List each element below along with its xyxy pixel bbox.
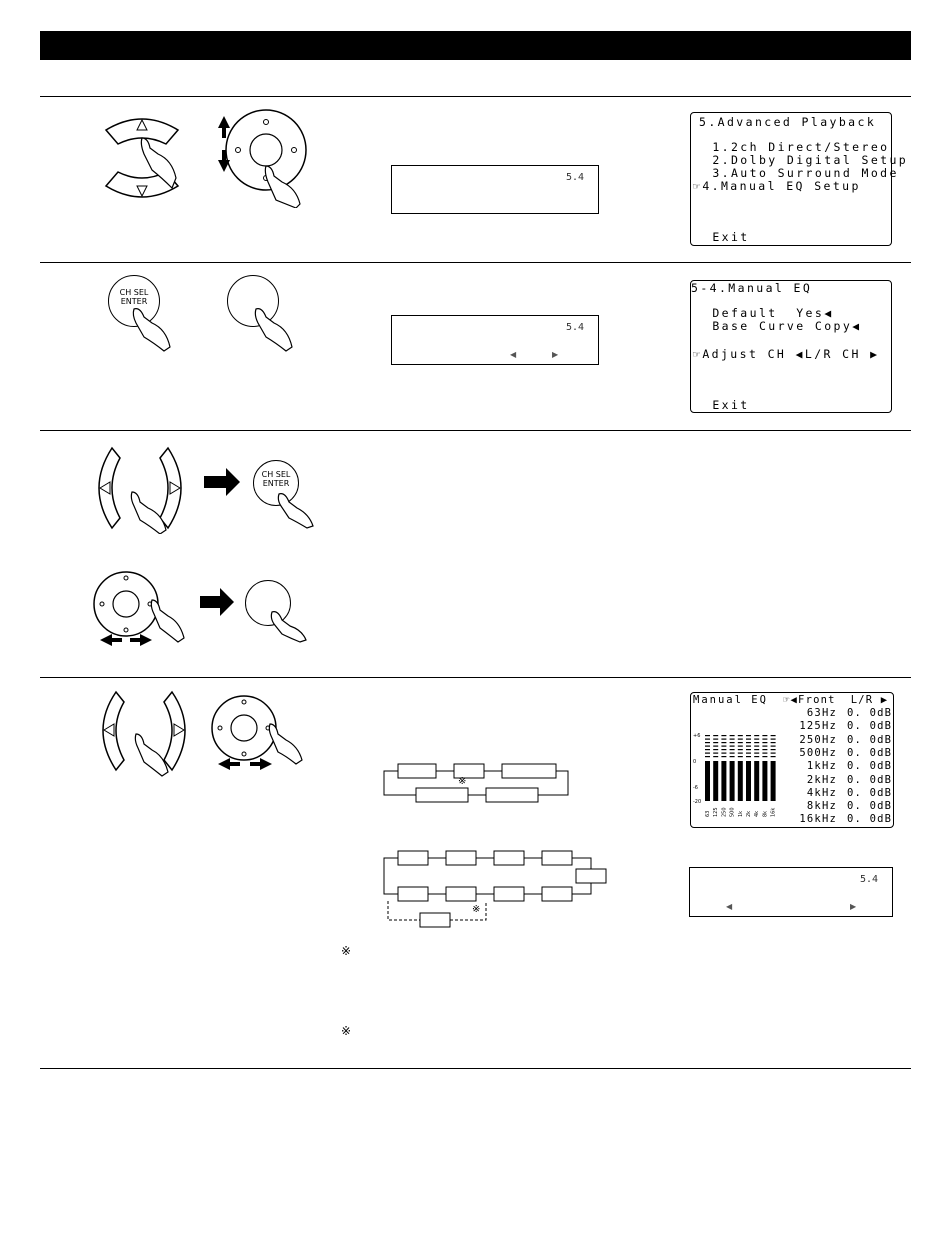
osd-title: 5.Advanced Playback	[699, 115, 877, 129]
eq-bar-tick	[746, 739, 751, 740]
menu-item[interactable]: Base Curve Copy◀	[703, 319, 862, 333]
channel-flow-diagram-1	[380, 758, 580, 808]
eq-bar	[771, 761, 776, 801]
eq-band-axis-label: 500	[729, 807, 736, 817]
menu-item[interactable]: 1.2ch Direct/Stereo	[703, 140, 890, 154]
eq-bar-tick	[730, 742, 735, 743]
note-mark: ※	[341, 944, 352, 958]
eq-bar-tick	[762, 756, 767, 757]
eq-band-frequency: 63Hz	[806, 707, 837, 719]
eq-bar-tick	[738, 739, 743, 740]
eq-bar-tick	[705, 746, 710, 747]
section-divider	[40, 262, 911, 263]
eq-bar-tick	[705, 756, 710, 757]
hand-press-icon	[268, 608, 318, 644]
eq-band-level[interactable]: 0. 0dB	[847, 720, 893, 733]
osd-advanced-playback	[690, 112, 909, 246]
eq-bar-tick	[771, 753, 776, 754]
section-divider	[40, 677, 911, 678]
eq-bar-tick	[762, 749, 767, 750]
eq-bar-tick	[738, 746, 743, 747]
osd-manual-eq-graph	[690, 692, 894, 828]
eq-bar-tick	[713, 742, 718, 743]
eq-bar-tick	[705, 735, 710, 736]
eq-band-level[interactable]: 0. 0dB	[847, 707, 893, 719]
menu-exit[interactable]: Exit	[703, 230, 750, 244]
eq-bar-tick	[754, 739, 759, 740]
hand-press-icon	[275, 490, 325, 530]
eq-band-axis-label: 4k	[754, 810, 761, 817]
eq-band-level[interactable]: 0. 0dB	[847, 733, 893, 746]
note-mark: ※	[472, 904, 481, 915]
eq-bar-tick	[713, 749, 718, 750]
eq-bar-tick	[746, 746, 751, 747]
eq-bar-graph	[691, 733, 781, 819]
eq-bar-tick	[713, 746, 718, 747]
left-arrow-icon: ◀	[510, 350, 517, 359]
section-divider	[40, 96, 911, 97]
eq-bar-tick	[771, 746, 776, 747]
eq-bar-tick	[721, 753, 726, 754]
eq-band-level[interactable]: 0. 0dB	[847, 746, 893, 759]
eq-bar-tick	[754, 746, 759, 747]
button-label: CH SEL ENTER	[119, 288, 149, 306]
menu-item-selected[interactable]: ☞4.Manual EQ Setup	[693, 179, 861, 193]
display-code: 5.4	[565, 172, 584, 183]
eq-bar-tick	[738, 735, 743, 736]
eq-bar-tick	[746, 756, 751, 757]
eq-bar	[762, 761, 767, 801]
eq-bar-tick	[730, 753, 735, 754]
front-display-step2	[391, 315, 599, 365]
eq-band-axis-label: 63	[705, 810, 711, 817]
eq-bar-tick	[730, 739, 735, 740]
section-divider	[40, 430, 911, 431]
section-divider	[40, 1068, 911, 1069]
eq-band-level[interactable]: 0. 0dB	[847, 773, 893, 786]
menu-item-selected[interactable]: ☞Adjust CH ◀L/R CH ▶	[693, 347, 880, 361]
eq-bar-tick	[771, 739, 776, 740]
eq-bar-tick	[713, 739, 718, 740]
hand-press-icon	[130, 305, 190, 355]
eq-bar-tick	[721, 746, 726, 747]
eq-bar	[730, 761, 735, 801]
menu-exit[interactable]: Exit	[703, 398, 750, 412]
eq-title: Manual EQ	[693, 694, 768, 706]
note-mark: ※	[341, 1024, 352, 1038]
eq-bar-tick	[746, 742, 751, 743]
eq-band-axis-label: 16k	[770, 807, 777, 817]
eq-scale-label: -6	[693, 785, 698, 791]
eq-band-frequency: 125Hz	[799, 720, 837, 733]
eq-bar-tick	[730, 735, 735, 736]
eq-bar-tick	[730, 756, 735, 757]
eq-band-axis-label: 2k	[746, 810, 752, 817]
eq-band-frequency: 250Hz	[799, 733, 837, 746]
eq-bar-tick	[721, 739, 726, 740]
eq-band-axis-label: 125	[713, 807, 720, 817]
eq-scale-label: 0	[693, 759, 697, 765]
eq-bar-tick	[705, 739, 710, 740]
eq-bar-tick	[771, 756, 776, 757]
eq-bar-tick	[721, 749, 726, 750]
eq-bar-tick	[746, 749, 751, 750]
eq-bar-tick	[721, 756, 726, 757]
right-arrow-icon: ▶	[552, 350, 559, 359]
eq-scale-label: -20	[693, 799, 702, 805]
front-display-step4	[689, 867, 893, 917]
right-arrow-icon: ▶	[850, 902, 857, 911]
eq-band-frequency: 4kHz	[806, 786, 837, 799]
eq-bar-tick	[754, 753, 759, 754]
eq-bar	[738, 761, 743, 801]
display-code: 5.4	[859, 874, 878, 885]
eq-band-axis-label: 250	[721, 807, 728, 817]
eq-bar-tick	[771, 735, 776, 736]
eq-scale-label: +6	[693, 733, 701, 739]
eq-band-frequency: 8kHz	[806, 800, 837, 813]
eq-bar-tick	[738, 749, 743, 750]
cursor-and-dial-left-right-icon	[94, 690, 324, 780]
eq-bar-tick	[746, 753, 751, 754]
osd-manual-eq	[690, 280, 892, 413]
eq-bar-tick	[721, 742, 726, 743]
eq-bar-tick	[762, 735, 767, 736]
channel-flow-diagram-2	[380, 845, 610, 935]
eq-bar-tick	[746, 735, 751, 736]
eq-band-frequency: 2kHz	[806, 773, 837, 786]
hand-press-icon	[252, 305, 312, 355]
eq-band-frequency: 1kHz	[806, 760, 837, 773]
eq-bar-tick	[762, 746, 767, 747]
eq-bar-tick	[730, 749, 735, 750]
cursor-up-down-buttons-icon	[100, 108, 320, 208]
left-arrow-icon: ◀	[726, 902, 733, 911]
eq-band-level[interactable]: 0. 0dB	[847, 800, 893, 813]
eq-channel-selector[interactable]: ☞◀Front L/R ▶	[783, 694, 889, 706]
eq-band-frequency: 16kHz	[799, 813, 837, 826]
eq-bar-tick	[754, 735, 759, 736]
button-label: CH SEL ENTER	[261, 470, 291, 488]
eq-bar-tick	[730, 746, 735, 747]
eq-band-frequency: 500Hz	[799, 746, 837, 759]
menu-item[interactable]: 2.Dolby Digital Setup	[703, 153, 909, 167]
eq-bar-tick	[762, 753, 767, 754]
eq-band-level[interactable]: 0. 0dB	[847, 760, 893, 773]
osd-title: 5-4.Manual EQ	[691, 281, 813, 295]
note-mark: ※	[458, 776, 467, 787]
eq-band-axis-label: 1k	[737, 810, 744, 817]
eq-bar-tick	[754, 742, 759, 743]
eq-band-level[interactable]: 0. 0dB	[847, 786, 893, 799]
eq-bar-tick	[705, 742, 710, 743]
eq-bar	[754, 761, 759, 801]
eq-bar	[705, 761, 710, 801]
eq-bar-tick	[705, 749, 710, 750]
front-display-step1	[391, 165, 599, 214]
eq-bar-tick	[738, 756, 743, 757]
eq-bar-tick	[713, 753, 718, 754]
eq-bar	[721, 761, 726, 801]
eq-bar-tick	[762, 742, 767, 743]
eq-bar-tick	[771, 742, 776, 743]
eq-bar-tick	[771, 749, 776, 750]
eq-bar-tick	[713, 756, 718, 757]
eq-bar-tick	[738, 742, 743, 743]
eq-bar-tick	[754, 749, 759, 750]
menu-item[interactable]: Default Yes◀	[703, 306, 834, 320]
header-bar	[40, 31, 911, 60]
eq-bar-tick	[762, 739, 767, 740]
eq-bar	[713, 761, 718, 801]
display-code: 5.4	[565, 322, 584, 333]
eq-bar-tick	[721, 735, 726, 736]
menu-item[interactable]: 3.Auto Surround Mode	[703, 166, 899, 180]
eq-band-level[interactable]: 0. 0dB	[847, 813, 893, 826]
eq-bar-tick	[705, 753, 710, 754]
eq-bar-tick	[738, 753, 743, 754]
eq-bar-tick	[713, 735, 718, 736]
eq-bar	[746, 761, 751, 801]
eq-bar-tick	[754, 756, 759, 757]
eq-band-axis-label: 8k	[762, 810, 769, 817]
